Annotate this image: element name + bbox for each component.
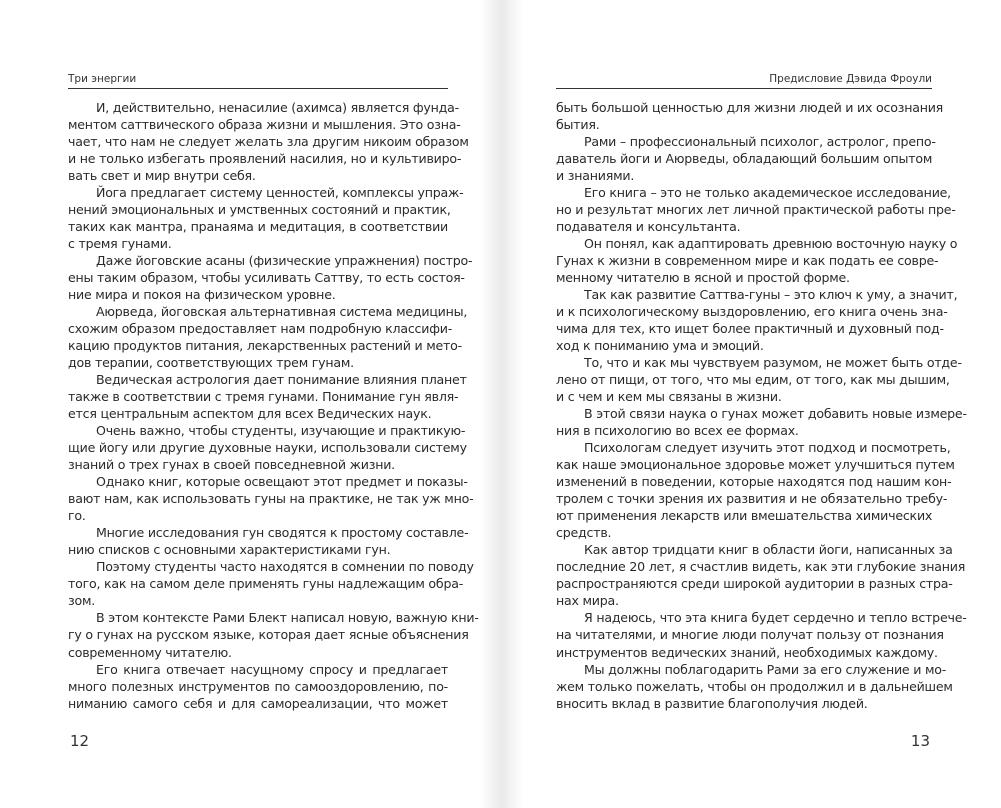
paragraph [556,99,944,133]
paragraph [68,609,479,660]
text-line: В этом контексте Рами Блект написал новую, важную кни- [96,610,479,626]
text-line: ментом саттвического образа жизни и мышления. Это озна- [68,117,461,133]
paragraph [68,184,464,252]
paragraph [556,405,967,439]
paragraph [556,235,958,286]
paragraph [68,558,474,609]
page-body [68,99,479,712]
text-line: В этой связи наука о гунах может добавить новые измере- [584,406,967,422]
text-line: Поэтому студенты часто находятся в сомнении по поводу [96,559,474,575]
text-line: Его книга отвечает насущному спросу и предлагает [96,661,448,677]
text-line: ниманию самого себя и для самореализации, что может [68,695,448,711]
paragraph [68,473,474,524]
text-line: инструментов ведических знаний, необходимых каждому. [556,644,938,660]
text-line: кацию продуктов питания, лекарственных растений и мето- [68,338,462,354]
paragraph [556,439,955,541]
text-line: Многие исследования гун сводятся к простому составле- [96,525,469,541]
running-head: Предисловие Дэвида Фроули [556,73,932,89]
paragraph [68,252,473,303]
text-line: гу о гунах на русском языке, которая дает ясные объяснения [68,627,469,643]
text-line: дов терапии, соответствующих трем гунам. [68,355,354,371]
text-line: схожим образом предоставляет нам подробную классифи- [68,321,453,337]
text-line: средств. [556,525,612,541]
text-line: тролем с точки зрения их развития и не обязательно требу- [556,491,948,507]
paragraph [556,661,953,712]
text-line: Мы должны поблагодарить Рами за его служение и мо- [584,661,947,677]
right-page [556,0,967,808]
text-line: Так как развитие Саттва-гуны – это ключ к уму, а значит, [584,287,958,303]
paragraph [556,286,958,354]
text-line: чает, что нам не следует желать зла другим никоим образом [68,134,469,150]
text-line: ние мира и покоя на физическом уровне. [68,287,336,303]
text-line: щие йогу или другие духовные науки, использовали систему [68,440,467,456]
text-line: последние 20 лет, я счастлив видеть, как эти глубокие знания [556,559,966,575]
text-line: Рами – профессиональный психолог, астролог, препо- [584,134,936,150]
text-line: И, действительно, ненасилие (ахимса) является фунда- [96,100,459,115]
text-line: Я надеюсь, что эта книга будет сердечно и тепло встрече- [584,610,967,626]
text-line: даватель йоги и Аюрведы, обладающий большим опытом [556,151,933,167]
text-line: нах мира. [556,593,619,609]
paragraph [556,354,962,405]
text-line: Гунах к жизни в современном мире и как подать ее совре- [556,253,939,269]
page-body [556,99,967,712]
text-line: знаний о трех гунах в своей повседневной жизни. [68,457,395,473]
text-line: Его книга – это не только академическое исследование, [584,185,951,201]
text-line: вносить вклад в развитие благополучия людей. [556,695,868,711]
paragraph [68,524,469,558]
paragraph [556,609,967,660]
text-line: ния в психологию во всех ее формах. [556,423,799,439]
text-line: менному читателю в ясной и простой форме. [556,270,850,286]
text-line: современному читателю. [68,644,232,660]
paragraph [556,133,936,184]
text-line: Очень важно, чтобы студенты, изучающие и практикую- [96,423,466,439]
paragraph [68,99,469,184]
text-line: зом. [68,593,96,609]
text-line: бытия. [556,117,600,133]
text-line: как наше эмоциональное здоровье может улучшиться путем [556,457,955,473]
text-line: но и результат многих лет личной практической работы пре- [556,202,956,218]
text-line: Даже йоговские асаны (физические упражнения) постро- [96,253,473,269]
text-line: нию списков с основными характеристиками гун. [68,542,391,558]
paragraph [68,371,467,422]
text-line: ены таким образом, чтобы усиливать Саттву, то есть состоя- [68,270,465,286]
text-line: распространяются среди широкой аудитории в разных стра- [556,576,953,592]
text-line: нений эмоциональных и умственных состояний и практик, [68,202,451,218]
running-head: Три энергии [68,73,448,89]
text-line: То, что и как мы чувствуем разумом, не может быть отде- [584,355,962,371]
text-line: го. [68,508,86,524]
paragraph [68,303,468,371]
text-line: быть большой ценностью для жизни людей и их осознания [556,100,944,115]
paragraph [68,661,448,712]
left-page [48,0,479,808]
text-line: и к психологическому выздоровлению, его книга очень зна- [556,304,948,320]
text-line: на читателями, и многие люди получат пользу от познания [556,627,944,643]
text-line: Психологам следует изучить этот подход и посмотреть, [584,440,951,456]
text-line: подавателя и консультанта. [556,219,741,235]
text-line: Однако книг, которые освещают этот предмет и показы- [96,474,468,490]
text-line: лено от пищи, от того, что мы едим, от того, как мы дышим, [556,372,950,388]
text-line: таких как мантра, пранаяма и медитация, в соответствии [68,219,448,235]
text-line: ют применения лекарств или вмешательства химических [556,508,933,524]
text-line: того, как на самом деле применять гуны надлежащим обра- [68,576,464,592]
text-line: жем только пожелать, чтобы он продолжил и в дальнейшем [556,678,953,694]
text-line: много полезных инструментов по самооздоровлению, по- [68,678,448,694]
text-line: вают нам, как использовать гуны на практике, не так уж мно- [68,491,474,507]
text-line: ход к пониманию ума и эмоций. [556,338,764,354]
text-line: с тремя гунами. [68,236,172,252]
text-line: ется центральным аспектом для всех Ведических наук. [68,406,432,422]
text-line: Как автор тридцати книг в области йоги, написанных за [584,542,953,558]
text-line: вать свет и мир внутри себя. [68,168,256,184]
text-line: Аюрведа, йоговская альтернативная система медицины, [96,304,468,320]
text-line: также в соответствии с тремя гунами. Понимание гун явля- [68,389,459,405]
book-gutter [480,0,524,808]
text-line: и знаниями. [556,168,635,184]
text-line: Ведическая астрология дает понимание влияния планет [96,372,467,388]
paragraph [556,184,956,235]
text-line: изменений в поведении, которые находятся под нашим кон- [556,474,952,490]
page-number: 13 [910,732,930,750]
paragraph [556,541,966,609]
page-number: 12 [70,732,90,750]
text-line: и с чем и кем мы связаны в жизни. [556,389,782,405]
text-line: Он понял, как адаптировать древнюю восточную науку о [584,236,958,252]
text-line: Йога предлагает систему ценностей, комплексы упраж- [96,185,464,201]
text-line: чима для тех, кто ищет более практичный и духовный под- [556,321,944,337]
text-line: и не только избегать проявлений насилия, но и культивиро- [68,151,462,167]
paragraph [68,422,467,473]
